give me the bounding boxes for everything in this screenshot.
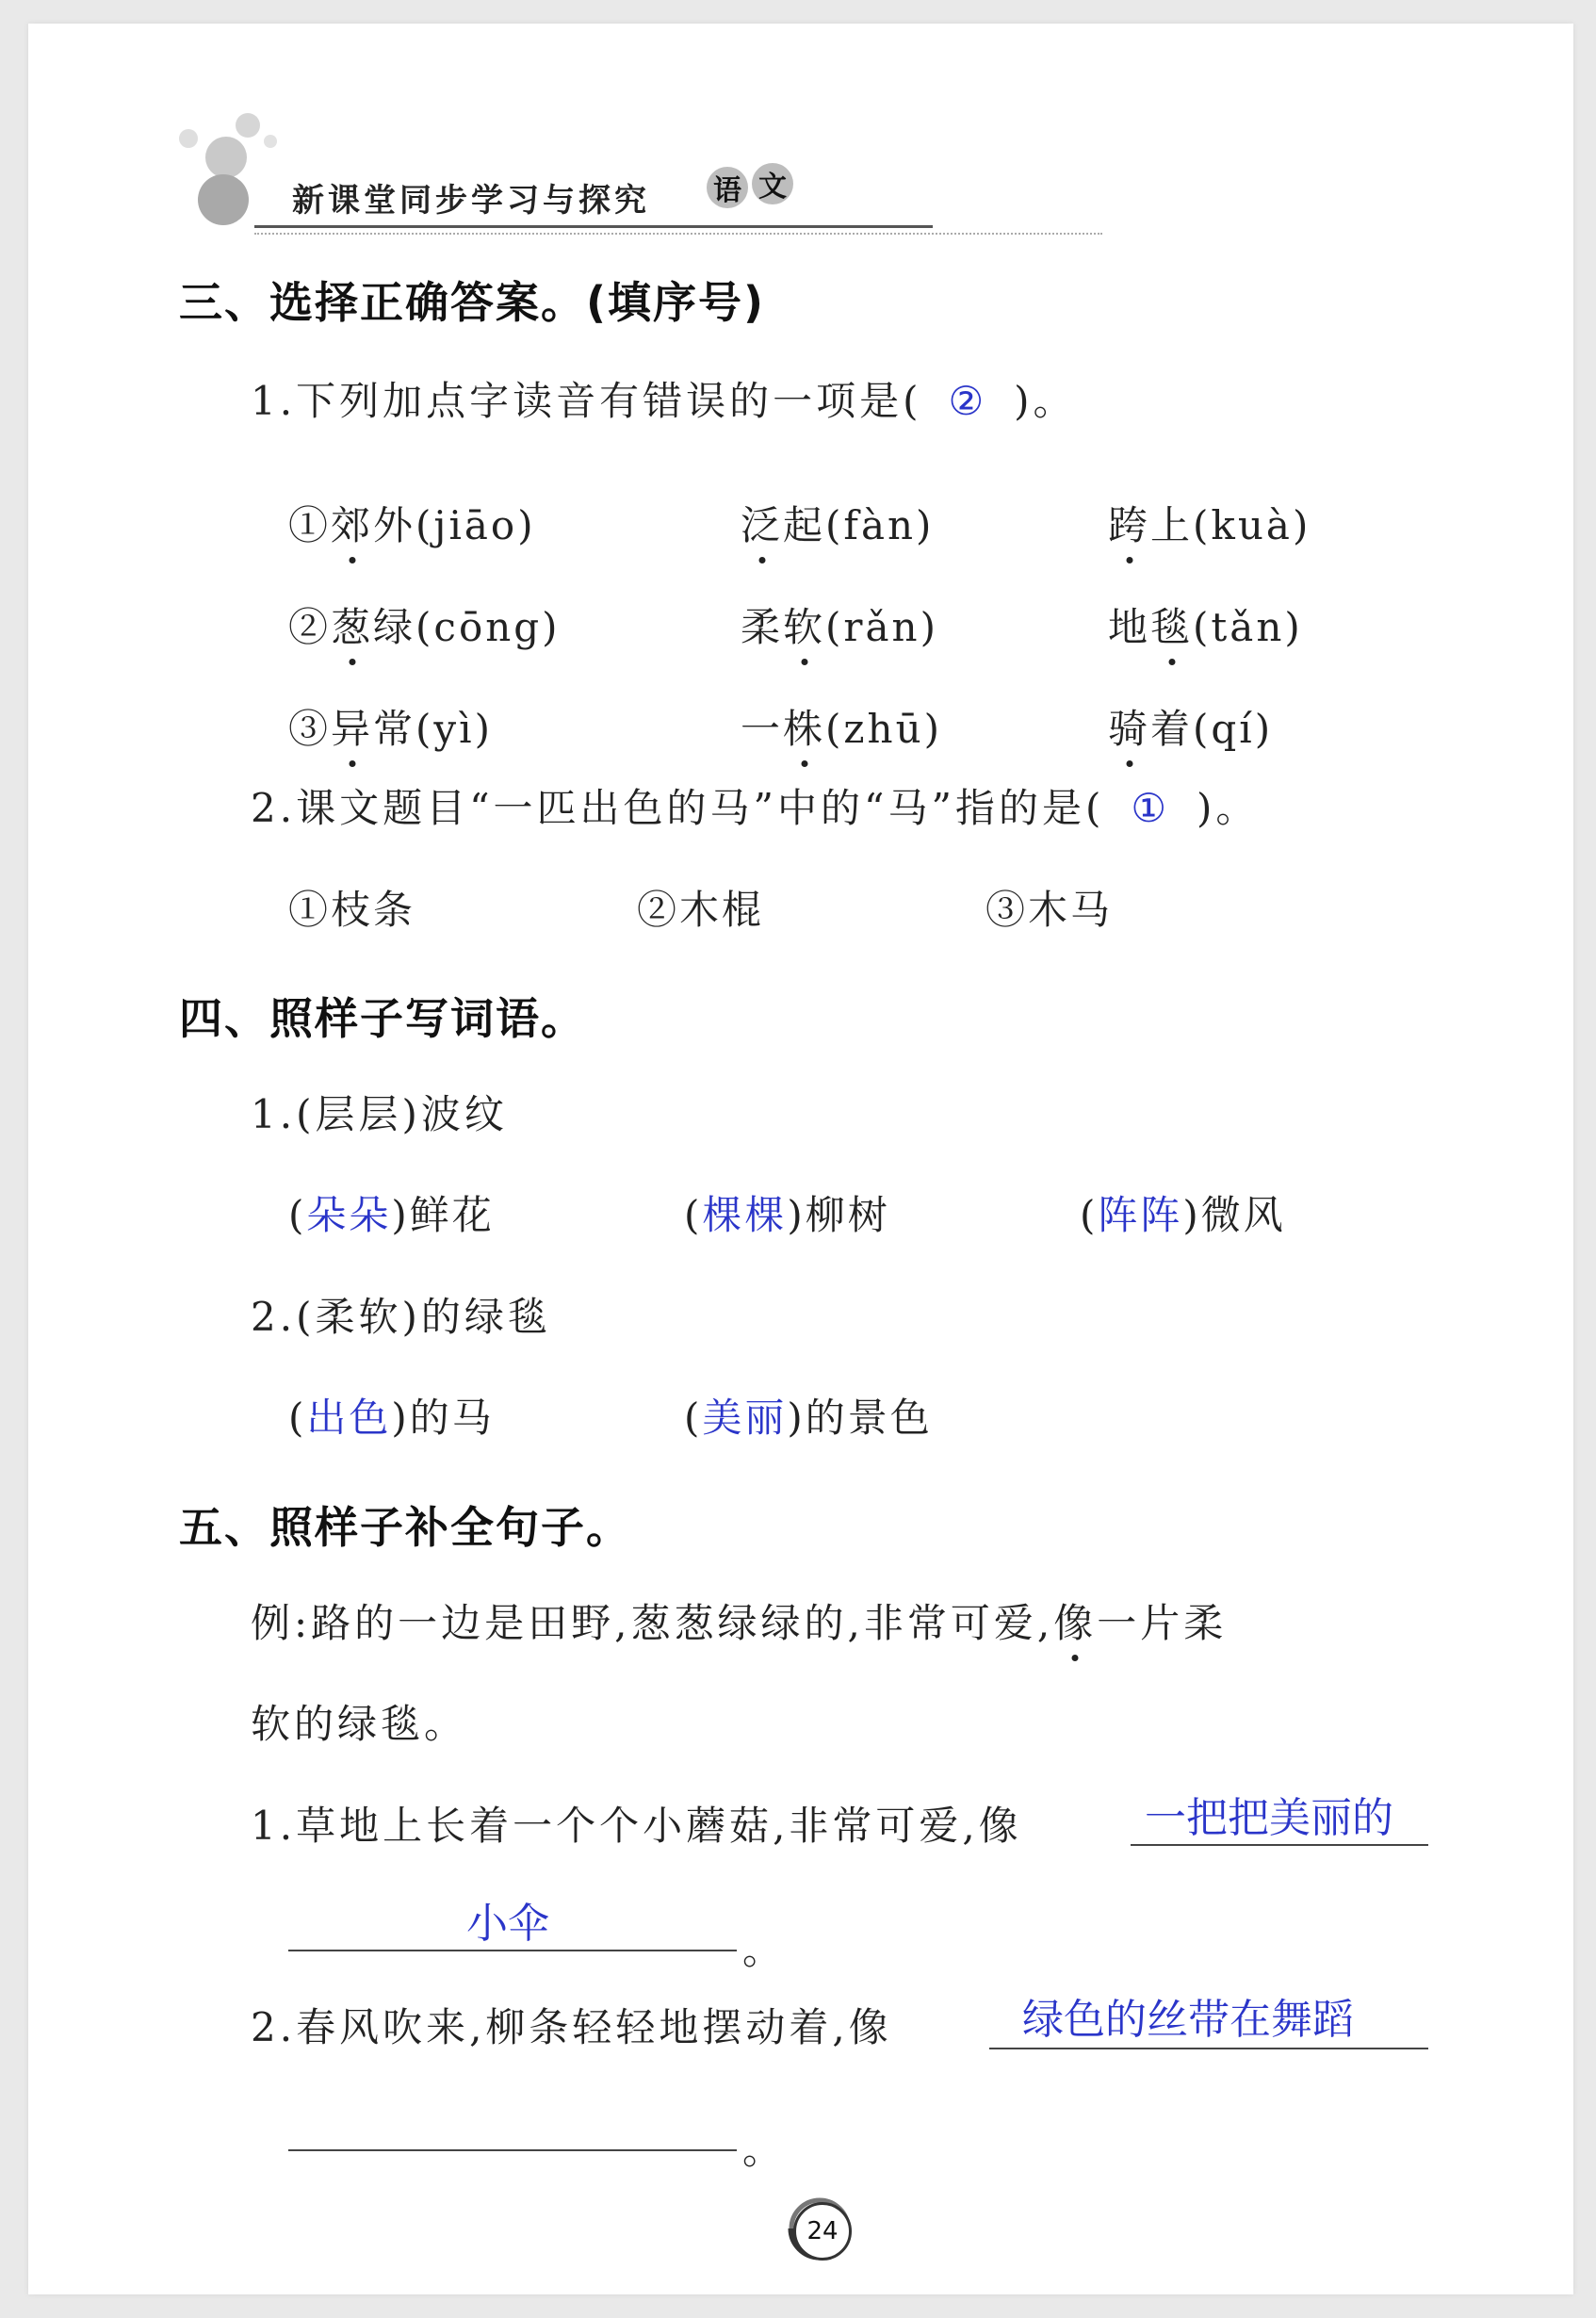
subject-badge-yu: 语 bbox=[707, 167, 748, 208]
sentence-example-line2: 软的绿毯。 bbox=[251, 1701, 468, 1747]
q1-option-r2-c2: 柔软(rǎn) bbox=[741, 604, 938, 650]
sentence-q2-end: 。 bbox=[742, 2127, 787, 2173]
q1-option-r3-c2: 一株(zhū) bbox=[741, 706, 943, 752]
page-number: 24 bbox=[793, 2202, 852, 2261]
sentence-example-line1: 例:路的一边是田野,葱葱绿绿的,非常可爱,像一片柔 bbox=[251, 1600, 1228, 1646]
sentence-q2-answer: 绿色的丝带在舞蹈 bbox=[1022, 1996, 1354, 2044]
sentence-q1-line-a bbox=[1131, 1844, 1428, 1846]
sentence-q1-answer-b: 小伞 bbox=[466, 1900, 549, 1948]
q2-option-2: ②木棍 bbox=[637, 887, 765, 933]
q1-option-r3-c3: 骑着(qí) bbox=[1108, 706, 1274, 752]
word-fill-1: (朵朵)鲜花 bbox=[288, 1192, 495, 1238]
q1-option-r1-c1: ①郊外(jiāo) bbox=[288, 502, 536, 548]
q2-option-1: ①枝条 bbox=[288, 887, 416, 933]
section5-title: 五、照样子补全句子。 bbox=[179, 1502, 631, 1553]
word-fill-5: (美丽)的景色 bbox=[684, 1395, 933, 1441]
sentence-q1-end: 。 bbox=[742, 1927, 787, 1973]
header-rule-dotted bbox=[254, 233, 1102, 235]
sentence-q1-text: 1.草地上长着一个个小蘑菇,非常可爱,像 bbox=[251, 1803, 1022, 1849]
word-example-1: 1.(层层)波纹 bbox=[251, 1091, 508, 1137]
q2-answer: ① bbox=[1131, 785, 1171, 831]
q1-answer: ② bbox=[948, 378, 988, 424]
header-rule bbox=[254, 225, 933, 228]
q1-option-r1-c3: 跨上(kuà) bbox=[1108, 502, 1311, 548]
subject-badge-wen: 文 bbox=[752, 163, 793, 204]
sentence-q2-line-b bbox=[288, 2149, 737, 2151]
section4-title: 四、照样子写词语。 bbox=[179, 993, 586, 1044]
sentence-q2-text: 2.春风吹来,柳条轻轻地摆动着,像 bbox=[251, 2004, 892, 2050]
q2-prompt: 2.课文题目“一匹出色的马”中的“马”指的是( ① )。 bbox=[251, 785, 1260, 831]
q1-prompt: 1.下列加点字读音有错误的一项是( ② )。 bbox=[251, 378, 1077, 424]
sentence-q1-line-b bbox=[288, 1950, 737, 1951]
section3-title: 三、选择正确答案。(填序号) bbox=[179, 277, 766, 328]
word-fill-3: (阵阵)微风 bbox=[1080, 1192, 1286, 1238]
header-title: 新课堂同步学习与探究 bbox=[292, 182, 650, 220]
sentence-q2-line-a bbox=[989, 2048, 1428, 2049]
q1-option-r2-c1: ②葱绿(cōng) bbox=[288, 604, 561, 650]
q2-option-3: ③木马 bbox=[985, 887, 1114, 933]
q1-option-r2-c3: 地毯(tǎn) bbox=[1108, 604, 1303, 650]
sentence-q1-answer-a: 一把把美丽的 bbox=[1145, 1794, 1393, 1842]
worksheet-page bbox=[28, 24, 1573, 2294]
word-example-2: 2.(柔软)的绿毯 bbox=[251, 1294, 551, 1340]
q1-option-r1-c2: 泛起(fàn) bbox=[741, 502, 935, 548]
word-fill-2: (棵棵)柳树 bbox=[684, 1192, 890, 1238]
word-fill-4: (出色)的马 bbox=[288, 1395, 495, 1441]
q1-option-r3-c1: ③异常(yì) bbox=[288, 706, 493, 752]
page-number-badge bbox=[782, 2191, 857, 2266]
